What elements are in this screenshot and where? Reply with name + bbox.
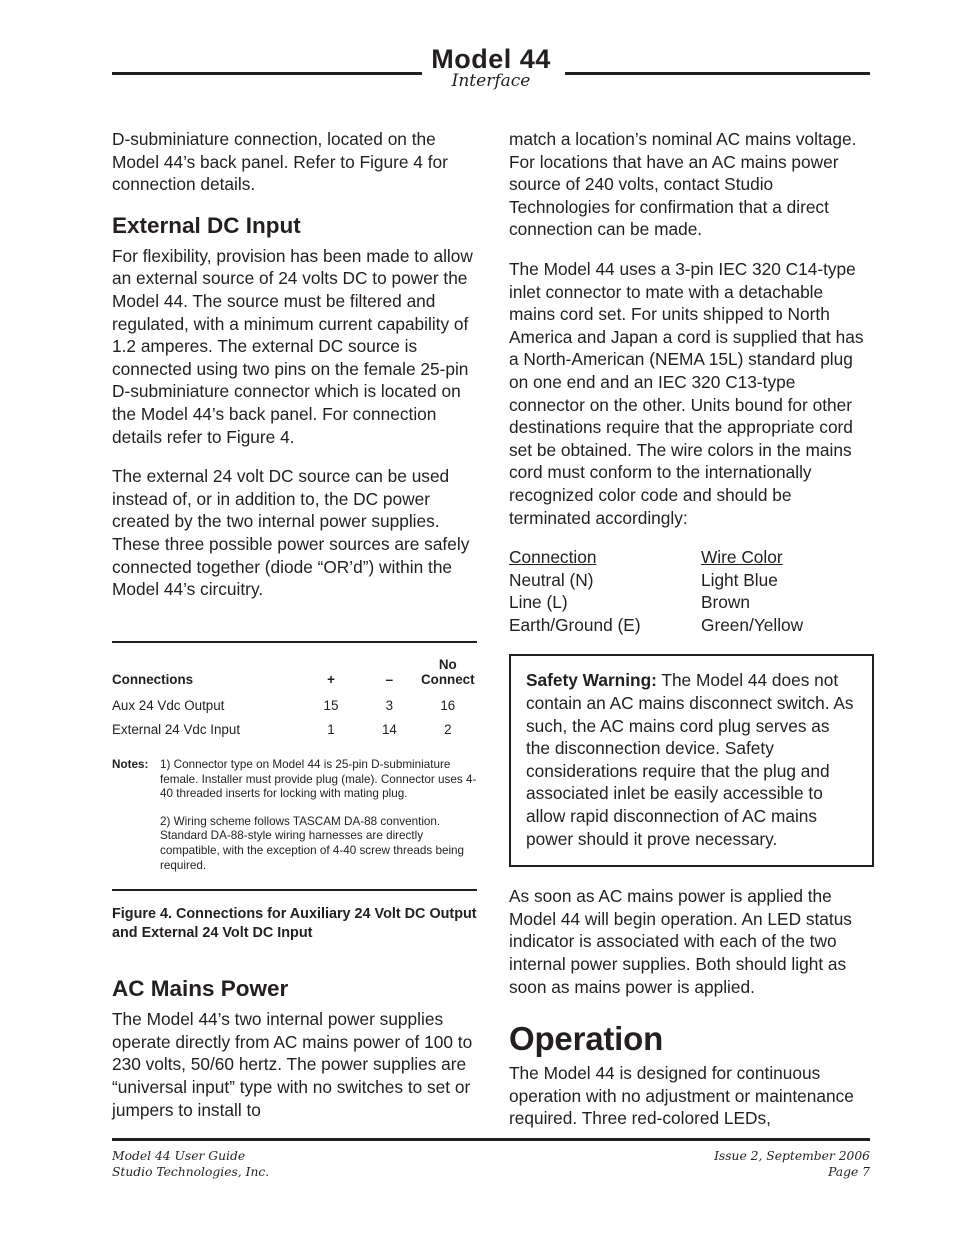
- footer-issue: Issue 2, September 2006: [714, 1149, 870, 1163]
- col-header-no-connect-line1: No: [438, 657, 457, 672]
- table-row: [112, 718, 477, 742]
- wire-connection-name: Line (L): [509, 592, 568, 613]
- product-title: Model 44: [431, 44, 551, 74]
- right-paragraph-3: As soon as AC mains power is applied the Model 44 will begin operation. An LED status indicator is associated with each of the two internal power supplies. Both should light as soon as mains power is applied.: [509, 886, 852, 997]
- wire-connection-name: Earth/Ground (E): [509, 614, 641, 635]
- left-paragraph-2: For flexibility, provision has been made to allow an external source of 24 volts DC to power the Model 44. The source must be filtered and regulated, with a minimum current capability of 1.2 amperes. The external DC source is connected using two pins on the female 25-pin D-subminiature connector which is located on the Model 44’s back panel. For connection details refer to Figure 4.: [112, 245, 473, 447]
- cell-plus: 15: [323, 698, 339, 713]
- wire-table-row: [509, 591, 874, 614]
- col-header-plus: +: [327, 672, 335, 687]
- wire-table-header-row: [509, 546, 874, 569]
- safety-warning-body: The Model 44 does not contain an AC mains disconnect switch. As such, the AC mains cord plug serves as the disconnection device. Safety considerations require that the plug and associated inlet be easily accessible to allow rapid disconnection of AC mains power should it prove necessary.: [526, 670, 854, 849]
- cell-connection-name: External 24 Vdc Input: [112, 722, 241, 737]
- left-paragraph-4: The Model 44’s two internal power supplies operate directly from AC mains power of 100 to 230 volts, 50/60 hertz. The power supplies are “universal input” type with no switches to set or jumpers to install to: [112, 1009, 473, 1120]
- heading-ac-mains-power: AC Mains Power: [112, 976, 289, 1002]
- figure-notes: [112, 758, 477, 873]
- left-paragraph-1: D-subminiature connection, located on the Model 44’s back panel. Refer to Figure 4 for connection details.: [112, 129, 448, 195]
- cell-minus: 3: [385, 698, 394, 713]
- col-header-minus: –: [385, 672, 394, 687]
- right-paragraph-2: The Model 44 uses a 3-pin IEC 320 C14-type inlet connector to mate with a detachable mains cord set. For units shipped to North America and Japan a cord is supplied that has a North-American (NEMA 15L) standard plug on one end and an IEC 320 C13-type connector on the other. Units bound for other destinations require that the appropriate cord set be obtained. The wire colors in the mains cord must conform to the internationally recognized color code and should be terminated accordingly:: [509, 258, 864, 528]
- figure-4-block: [112, 641, 477, 1121]
- wire-table-row: [509, 569, 874, 592]
- right-paragraph-4: The Model 44 is designed for continuous operation with no adjustment or maintenance required. Three red-colored LEDs,: [509, 1063, 854, 1129]
- right-paragraph-1: match a location’s nominal AC mains voltage. For locations that have an AC mains power source of 240 volts, contact Studio Technologies for confirmation that a direct connection can be made.: [509, 129, 857, 240]
- safety-warning-label: Safety Warning:: [526, 670, 657, 691]
- col-header-no-connect-line2: Connect: [421, 672, 475, 687]
- cell-connection-name: Aux 24 Vdc Output: [112, 698, 225, 713]
- heading-operation: Operation: [509, 1020, 664, 1058]
- figure-bottom-rule: [112, 889, 477, 891]
- wire-color-value: Brown: [701, 592, 750, 613]
- table-row: [112, 694, 477, 718]
- notes-body: [160, 758, 477, 873]
- wire-color-value: Light Blue: [701, 569, 778, 590]
- wire-color-value: Green/Yellow: [701, 614, 804, 635]
- footer-document-title: Model 44 User Guide: [112, 1149, 246, 1163]
- footer-left: [112, 1148, 269, 1180]
- heading-external-dc-input: External DC Input: [112, 212, 301, 238]
- wire-col-header-connection: Connection: [509, 547, 597, 568]
- left-paragraph-3: The external 24 volt DC source can be used instead of, or in addition to, the DC power created by the two internal power supplies. These three possible power sources are safely connected together (diode “OR’d”) within the Model 44’s circuitry.: [112, 466, 470, 600]
- wire-connection-name: Neutral (N): [509, 569, 594, 590]
- footer-page-number: Page 7: [828, 1165, 870, 1179]
- notes-label: Notes:: [112, 758, 149, 771]
- safety-warning-box: [509, 654, 874, 867]
- col-header-connections: Connections: [112, 672, 194, 687]
- figure-caption: Figure 4. Connections for Auxiliary 24 Volt DC Output and External 24 Volt DC Input: [112, 906, 477, 941]
- cell-no-connect: 16: [440, 698, 456, 713]
- product-subtitle: Interface: [451, 71, 531, 91]
- footer-right: [714, 1148, 870, 1180]
- wire-table-row: [509, 614, 874, 637]
- table-header-row: [112, 657, 477, 694]
- safety-warning-text: [526, 669, 857, 850]
- cell-no-connect: 2: [444, 722, 452, 737]
- figure-top-rule: [112, 641, 477, 643]
- right-column: [509, 128, 874, 1130]
- header-rule-right: [565, 72, 870, 75]
- header-title-block: [381, 44, 601, 90]
- note-1: 1) Connector type on Model 44 is 25-pin D-subminiature female. Installer must provide plug (male). Connector uses 4-40 threaded inserts for locking with mating plug.: [160, 758, 477, 801]
- page-header: [112, 44, 870, 100]
- footer-rule: [112, 1138, 870, 1141]
- page-footer: [112, 1138, 870, 1180]
- connections-table: [112, 657, 477, 742]
- cell-minus: 14: [381, 722, 397, 737]
- footer-content: [112, 1148, 870, 1180]
- footer-company: Studio Technologies, Inc.: [112, 1165, 270, 1179]
- left-column: [112, 128, 477, 618]
- wire-col-header-color: Wire Color: [701, 547, 783, 568]
- cell-plus: 1: [327, 722, 335, 737]
- header-rule-left: [112, 72, 422, 75]
- note-2: 2) Wiring scheme follows TASCAM DA-88 convention. Standard DA-88-style wiring harnesses are directly compatible, with the exception of 4-40 screw threads being required.: [160, 814, 465, 872]
- wire-color-table: [509, 546, 874, 636]
- col-header-no-connect: [419, 657, 477, 694]
